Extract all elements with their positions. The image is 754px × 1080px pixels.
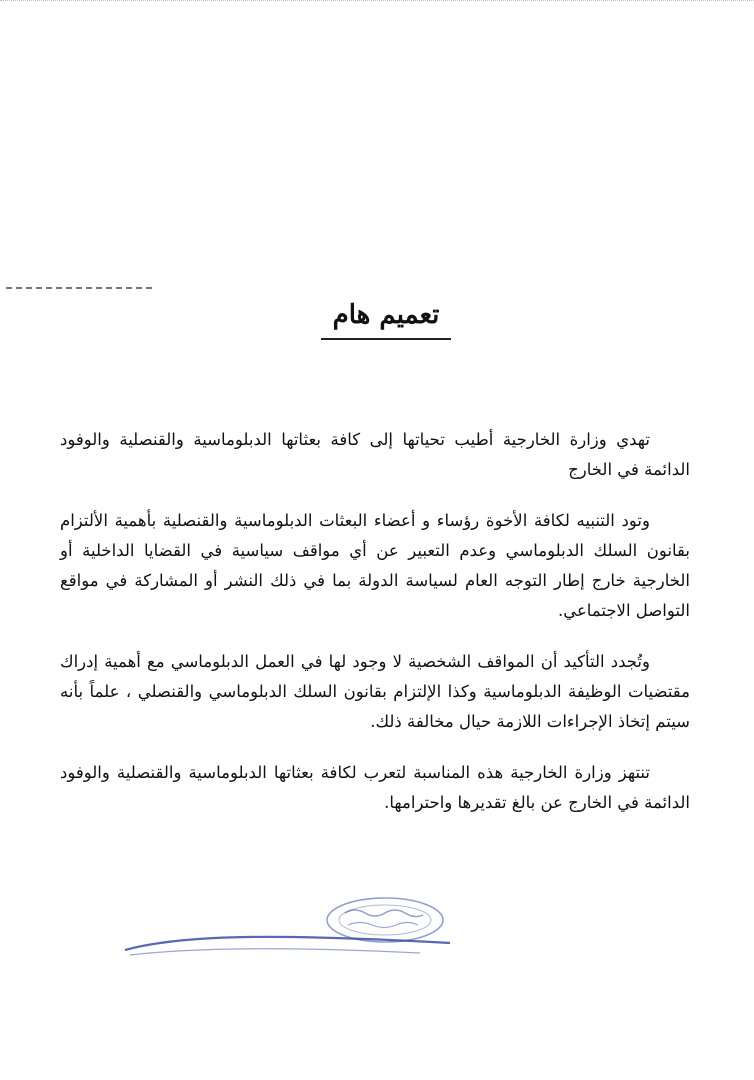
paragraph-greeting: تهدي وزارة الخارجية أطيب تحياتها إلى كافة بعثاتها الدبلوماسية والقنصلية والوفود الدائمة في الخارج xyxy=(60,430,690,479)
header-dashed-rule xyxy=(6,287,152,289)
document-title: تعميم هام xyxy=(321,300,452,340)
stamp-signature-icon xyxy=(120,895,460,965)
official-stamp-signature xyxy=(120,895,460,965)
paragraph-closing: تنتهز وزارة الخارجية هذه المناسبة لتعرب لكافة بعثاتها الدبلوماسية والقنصلية والوفود الدائمة في الخارج عن بالغ تقديرها واحترامها. xyxy=(60,763,690,812)
paragraph-emphasis: وتُجدد التأكيد أن المواقف الشخصية لا وجود لها في العمل الدبلوماسي مع أهمية إدراك مقتضيات الوظيفة الدبلوماسية وكذا الإلتزام بقانون السلك الدبلوماسي والقنصلي ، علماً بأنه سيتم إتخاذ الإجراءات اللازمة حيال مخالفة ذلك. xyxy=(60,652,690,731)
title-container xyxy=(0,300,754,340)
paragraph-notice: وتود التنبيه لكافة الأخوة رؤساء و أعضاء البعثات الدبلوماسية والقنصلية بأهمية الألتزام بقانون السلك الدبلوماسي وعدم التعبير عن أي مواقف سياسية في القضايا الداخلية أو الخارجية خارج إطار التوجه العام لسياسة الدولة بما في ذلك النشر أو المشاركة في مواقع التواصل الاجتماعي. xyxy=(60,511,690,620)
page-top-border xyxy=(0,0,754,4)
document-body xyxy=(60,425,690,839)
